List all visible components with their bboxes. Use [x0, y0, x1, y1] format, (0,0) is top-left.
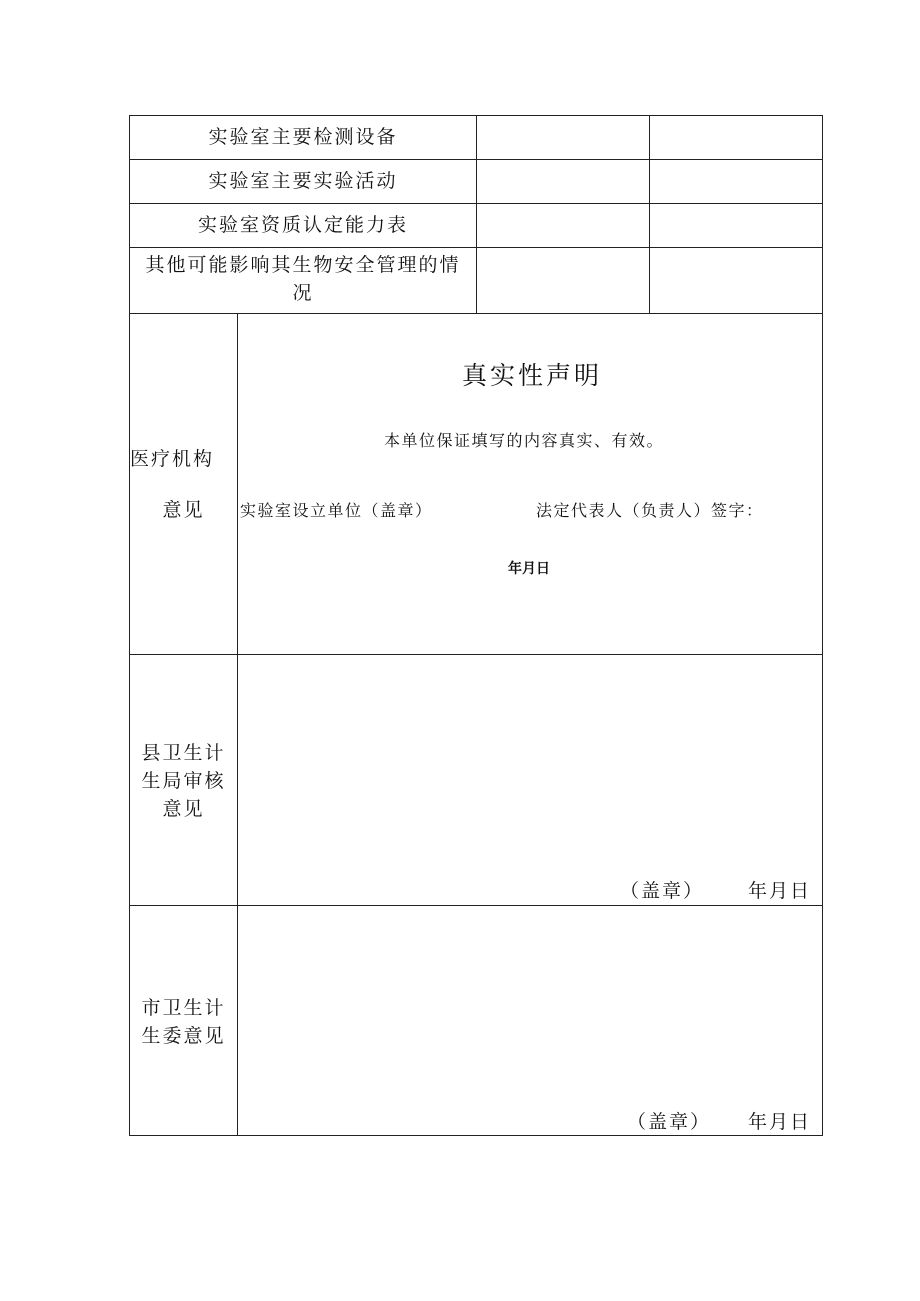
city-side-line2: 生委意见	[141, 1025, 226, 1047]
row-label-qualification: 实验室资质认定能力表	[197, 214, 408, 236]
activities-cell-1[interactable]	[478, 161, 648, 202]
legal-rep-label: 法定代表人（负责人）签字：	[536, 501, 764, 520]
city-seal-label: （盖章）	[627, 1111, 712, 1133]
county-side-line3: 意见	[162, 798, 205, 820]
row-label-other-line2: 况	[292, 282, 314, 304]
county-seal-label: （盖章）	[620, 880, 705, 902]
city-date: 年月日	[748, 1111, 812, 1133]
row-label-other-line1: 其他可能影响其生物安全管理的情	[145, 254, 461, 276]
institution-side-line2: 意见	[162, 499, 205, 521]
institution-side-line1: 医疗机构	[130, 448, 215, 470]
county-opinion-area[interactable]	[239, 656, 821, 866]
equipment-cell-2[interactable]	[651, 117, 821, 158]
qualification-cell-2[interactable]	[651, 205, 821, 246]
county-side-line2: 生局审核	[141, 770, 226, 792]
county-date: 年月日	[748, 880, 812, 902]
declaration-statement: 本单位保证填写的内容真实、有效。	[384, 431, 665, 450]
activities-cell-2[interactable]	[651, 161, 821, 202]
row-label-equipment: 实验室主要检测设备	[208, 126, 398, 148]
city-side-line1: 市卫生计	[141, 997, 226, 1019]
other-cell-1[interactable]	[478, 249, 648, 312]
row-divider	[129, 313, 823, 314]
equipment-cell-1[interactable]	[478, 117, 648, 158]
row-label-activities: 实验室主要实验活动	[208, 170, 398, 192]
county-side-line1: 县卫生计	[141, 742, 226, 764]
unit-seal-label: 实验室设立单位（盖章）	[240, 501, 433, 520]
qualification-cell-1[interactable]	[478, 205, 648, 246]
institution-date: 年月日	[508, 561, 550, 577]
other-cell-2[interactable]	[651, 249, 821, 312]
city-opinion-area[interactable]	[239, 907, 821, 1097]
declaration-title: 真实性声明	[462, 361, 603, 390]
